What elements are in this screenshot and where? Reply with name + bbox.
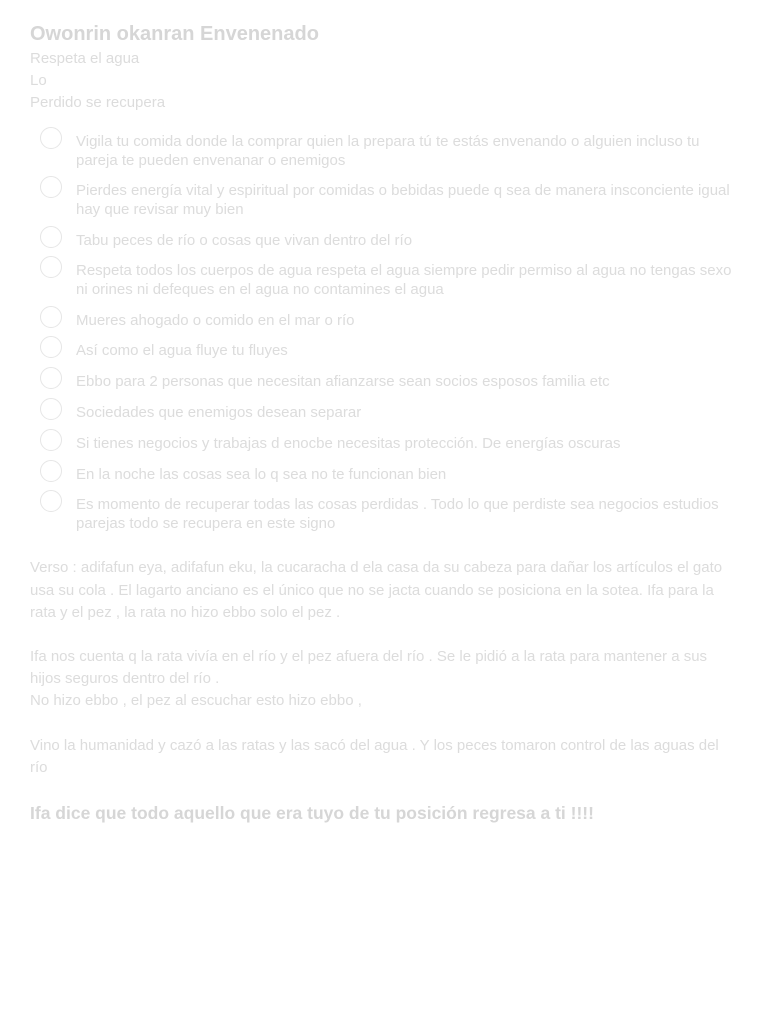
checkbox-circle-icon[interactable] — [40, 460, 62, 482]
intro-line[interactable]: Perdido se recupera — [30, 94, 166, 111]
checkbox-circle-icon[interactable] — [40, 306, 62, 328]
note-title[interactable]: Owonrin okanran Envenenado — [30, 23, 319, 45]
checklist-item-text[interactable]: Así como el agua fluye tu fluyes — [76, 342, 288, 360]
checkbox-circle-icon[interactable] — [40, 429, 62, 451]
checklist-item-text[interactable]: En la noche las cosas sea lo q sea no te funcionan bien — [76, 465, 447, 483]
closing-statement[interactable]: Ifa dice que todo aquello que era tuyo de tu posición regresa a ti !!!! — [30, 803, 594, 824]
checklist-item-text[interactable]: Vigila tu comida donde la comprar quien la prepara tú te estás envenando o alguien incluso tu pareja te pueden envenanar o enemigos — [76, 133, 700, 169]
checklist-item-text[interactable]: Es momento de recuperar todas las cosas perdidas . Todo lo que perdiste sea negocios estudios parejas todo se recupera en este signo — [76, 496, 719, 532]
checklist-item — [30, 404, 738, 423]
checklist-item — [30, 373, 738, 392]
intro-line[interactable]: Lo — [30, 72, 47, 89]
checkbox-circle-icon[interactable] — [40, 176, 62, 198]
checklist-item — [30, 435, 738, 454]
checklist-item-text[interactable]: Respeta todos los cuerpos de agua respeta el agua siempre pedir permiso al agua no tengas sexo ni orines ni defeques en el agua no contamines el agua — [76, 262, 732, 298]
checkbox-circle-icon[interactable] — [40, 367, 62, 389]
checklist-item — [30, 312, 738, 331]
checklist-item — [30, 133, 738, 170]
intro-lines — [30, 48, 738, 114]
checklist-item — [30, 182, 738, 219]
checklist-item-text[interactable]: Ebbo para 2 personas que necesitan afianzarse sean socios esposos familia etc — [76, 373, 610, 391]
checklist-item-text[interactable]: Tabu peces de río o cosas que vivan dentro del río — [76, 231, 413, 249]
story-paragraph[interactable]: Ifa nos cuenta q la rata vivía en el río y el pez afuera del río . Se le pidió a la rata para mantener a sus hijos seguros dentro del río . — [30, 648, 708, 688]
checklist-item — [30, 466, 738, 485]
story-block — [30, 646, 738, 713]
checklist — [30, 133, 738, 533]
checkbox-circle-icon[interactable] — [40, 127, 62, 149]
checklist-item-text[interactable]: Mueres ahogado o comido en el mar o río — [76, 311, 355, 329]
checklist-item — [30, 496, 738, 533]
checklist-item — [30, 232, 738, 251]
checklist-item-text[interactable]: Pierdes energía vital y espiritual por comidas o bebidas puede q sea de manera insconciente igual hay que revisar muy bien — [76, 182, 730, 218]
checkbox-circle-icon[interactable] — [40, 336, 62, 358]
checklist-item — [30, 342, 738, 361]
verse-paragraph[interactable]: Verso : adifafun eya, adifafun eku, la cucaracha d ela casa da su cabeza para dañar los artículos el gato usa su cola . El lagarto anciano es el único que no se jacta cuando se posiciona en la sotea. Ifa para la rata y el pez , la rata no hizo ebbo solo el pez . — [30, 559, 723, 621]
checkbox-circle-icon[interactable] — [40, 256, 62, 278]
story-paragraph[interactable]: Vino la humanidad y cazó a las ratas y las sacó del agua . Y los peces tomaron control de las aguas del río — [30, 736, 719, 776]
story-paragraph[interactable]: No hizo ebbo , el pez al escuchar esto hizo ebbo , — [30, 692, 362, 710]
checklist-item — [30, 262, 738, 299]
checklist-item-text[interactable]: Si tienes negocios y trabajas d enocbe necesitas protección. De energías oscuras — [76, 434, 621, 452]
checkbox-circle-icon[interactable] — [40, 226, 62, 248]
checkbox-circle-icon[interactable] — [40, 490, 62, 512]
intro-line[interactable]: Respeta el agua — [30, 50, 140, 67]
checklist-item-text[interactable]: Sociedades que enemigos desean separar — [76, 404, 362, 422]
checkbox-circle-icon[interactable] — [40, 398, 62, 420]
